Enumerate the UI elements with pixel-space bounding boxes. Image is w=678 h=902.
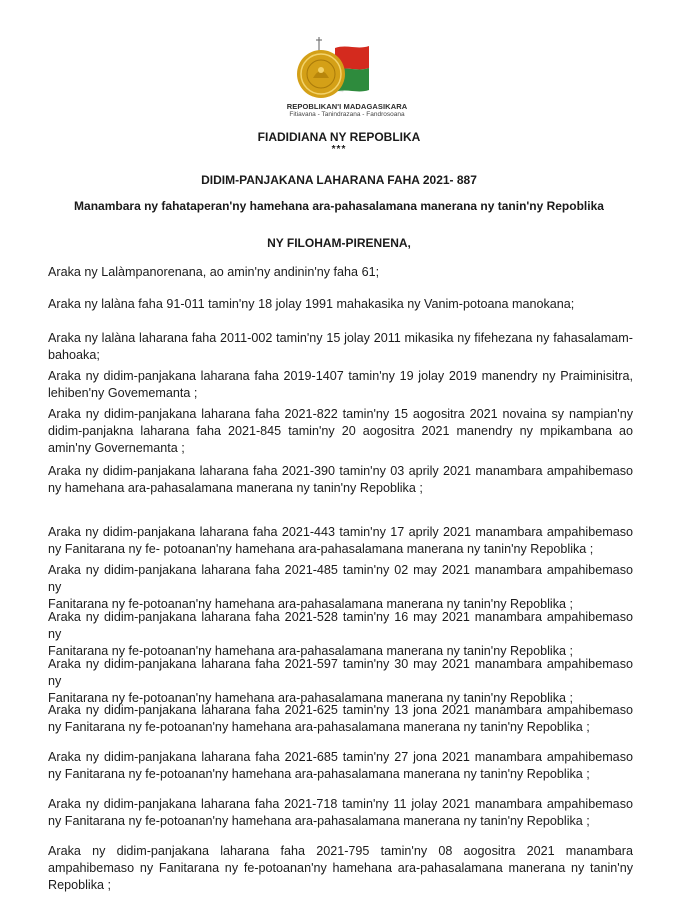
visa-paragraph	[48, 463, 633, 497]
visa-paragraph	[48, 702, 633, 736]
paragraph-line: amin'ny Governemanta ;	[48, 441, 185, 455]
paragraph-line: didim-panjakna laharana faha 2021-845 tamin'ny 20 aogositra 2021 manendry ny mpikambana ao	[48, 424, 633, 438]
paragraph-line: ny hamehana ara-pahasalamana manerana ny tanin'ny Repoblika ;	[48, 481, 423, 495]
paragraph-line: Fanitarana ny fe-potoanan'ny hamehana ara-pahasalamana manerana ny tanin'ny Repoblika ;	[48, 597, 573, 611]
paragraph-line: Araka ny didim-panjakana laharana faha 2021-443 tamin'ny 17 aprily 2021 manambara ampahibemaso	[48, 525, 633, 539]
paragraph-line: Araka ny didim-panjakana laharana faha 2021-795 tamin'ny 08 aogositra 2021 manambara	[48, 844, 633, 858]
paragraph-line: Araka ny didim-panjakana laharana faha 2021-822 tamin'ny 15 aogositra 2021 novaina sy nampian'ny	[48, 407, 633, 421]
paragraph-line: ny Fanitarana ny fe- potoanan'ny hamehana ara-pahasalamana manerana ny tanin'ny Repoblika ;	[48, 542, 594, 556]
visa-paragraph	[48, 843, 633, 894]
decree-subject: Manambara ny fahataperan'ny hamehana ara-pahasalamana manerana ny tanin'ny Repoblika	[74, 199, 604, 213]
visa-paragraph	[48, 656, 633, 707]
visa-paragraph	[48, 296, 633, 313]
paragraph-line: Repoblika ;	[48, 878, 112, 892]
paragraph-line: Araka ny didim-panjakana laharana faha 2021-485 tamin'ny 02 may 2021 manambara ampahibemaso ny	[48, 563, 633, 594]
paragraph-line: Araka ny didim-panjakana laharana faha 2021-718 tamin'ny 11 jolay 2021 manambara ampahibemaso	[48, 797, 633, 811]
paragraph-line: Araka ny Lalàmpanorenana, ao amin'ny andinin'ny faha 61;	[48, 265, 380, 279]
visa-paragraph	[48, 368, 633, 402]
madagascar-seal-icon	[285, 34, 405, 104]
paragraph-line: Araka ny didim-panjakana laharana faha 2021-625 tamin'ny 13 jona 2021 manambara ampahibemaso	[48, 703, 633, 717]
separator-stars: ***	[331, 144, 347, 155]
republic-motto: Fitiavana - Tanindrazana - Fandrosoana	[289, 111, 405, 118]
republic-name: REPOBLIKAN'I MADAGASIKARA	[286, 102, 408, 111]
paragraph-line: bahoaka;	[48, 348, 100, 362]
paragraph-line: ny Fanitarana ny fe-potoanan'ny hamehana ara-pahasalamana manerana ny tanin'ny Repoblika ;	[48, 767, 590, 781]
visa-paragraph	[48, 406, 633, 457]
paragraph-line: lehiben'ny Govememanta ;	[48, 386, 198, 400]
paragraph-line: ampahibemaso ny Fanitarana ny fe-potoanan'ny hamehana ara-pahasalamana manerana ny tanin'ny	[48, 861, 633, 875]
visa-paragraph	[48, 562, 633, 613]
paragraph-line: Araka ny didim-panjakana laharana faha 2021-597 tamin'ny 30 may 2021 manambara ampahibemaso ny	[48, 657, 633, 688]
paragraph-line: Araka ny lalàna faha 91-011 tamin'ny 18 jolay 1991 mahakasika ny Vanim-potoana manokana;	[48, 297, 575, 311]
decree-number: DIDIM-PANJAKANA LAHARANA FAHA 2021- 887	[201, 173, 477, 187]
authority-heading: NY FILOHAM-PIRENENA,	[267, 236, 411, 250]
paragraph-line: Fanitarana ny fe-potoanan'ny hamehana ara-pahasalamana manerana ny tanin'ny Repoblika ;	[48, 644, 573, 658]
paragraph-line: Araka ny lalàna laharana faha 2011-002 tamin'ny 15 jolay 2011 mikasika ny fifehezana ny fahasalamam-	[48, 331, 633, 345]
paragraph-line: ny Fanitarana ny fe-potoanan'ny hamehana ara-pahasalamana manerana ny tanin'ny Repoblika ;	[48, 814, 590, 828]
coat-of-arms-emblem	[285, 34, 408, 126]
visa-paragraph	[48, 524, 633, 558]
paragraph-line: Araka ny didim-panjakana laharana faha 2019-1407 tamin'ny 19 jolay 2019 manendry ny Praiminisitra,	[48, 369, 633, 383]
visa-paragraph	[48, 609, 633, 660]
paragraph-line: Fanitarana ny fe-potoanan'ny hamehana ara-pahasalamana manerana ny tanin'ny Repoblika ;	[48, 691, 573, 705]
paragraph-line: Araka ny didim-panjakana laharana faha 2021-390 tamin'ny 03 aprily 2021 manambara ampahibemaso	[48, 464, 633, 478]
visa-paragraph	[48, 264, 633, 281]
visa-paragraph	[48, 330, 633, 364]
visa-paragraph	[48, 796, 633, 830]
paragraph-line: ny Fanitarana ny fe-potoanan'ny hamehana ara-pahasalamana manerana ny tanin'ny Repoblika ;	[48, 720, 590, 734]
visa-paragraph	[48, 749, 633, 783]
paragraph-line: Araka ny didim-panjakana laharana faha 2021-528 tamin'ny 16 may 2021 manambara ampahibemaso ny	[48, 610, 633, 641]
paragraph-line: Araka ny didim-panjakana laharana faha 2021-685 tamin'ny 27 jona 2021 manambara ampahibemaso	[48, 750, 633, 764]
office-heading: FIADIDIANA NY REPOBLIKA	[257, 130, 421, 144]
